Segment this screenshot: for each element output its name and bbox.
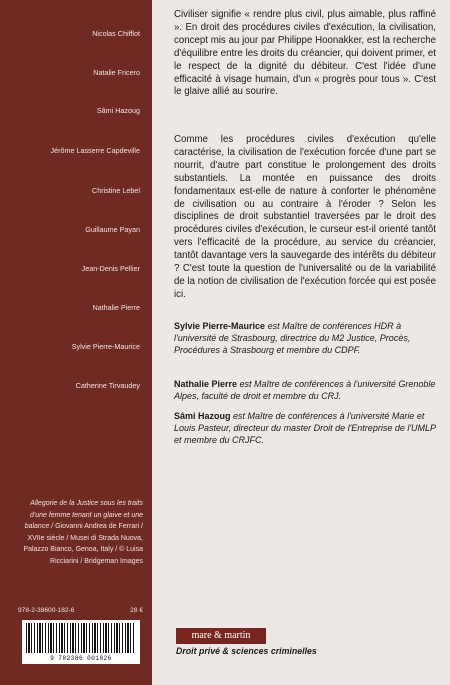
author-name: Catherine Tirvaudey bbox=[75, 381, 140, 390]
bio-entry bbox=[174, 320, 436, 357]
barcode bbox=[22, 620, 140, 664]
summary-paragraph-1: Civiliser signifie « rendre plus civil, plus aimable, plus raffiné ». En droit des procédures civiles d'exécution, la civilisation, concept mis au jour par Philippe Hoonakker, est la recherche d'équilibre entre les droits du créancier, qui doivent primer, et le respect de la dignité du débiteur. C'est l'idée d'une efficacité à visage humain, d'un « progrès pour tous ». C'est le glaive allié au sourire. bbox=[174, 9, 436, 98]
bio-name: Sâmi Hazoug bbox=[174, 411, 231, 421]
price: 28 € bbox=[130, 607, 143, 614]
bio-description: Maître de conférences HDR à l'université de Strasbourg, directrice du M2 Justice, Procès, Procédures à Strasbourg et membre du CDPF. bbox=[174, 321, 411, 356]
bio-verb: est bbox=[265, 321, 283, 331]
barcode-bars bbox=[26, 623, 136, 653]
publisher-logo: mare & martin bbox=[176, 628, 266, 644]
isbn-price-row bbox=[18, 607, 143, 614]
back-cover-text bbox=[152, 0, 450, 685]
bio-description: Maître de conférences à l'université Marie et Louis Pasteur, directeur du master Droit de l'Entreprise de l'UMLP et membre du CRJFC. bbox=[174, 411, 436, 446]
author-name: Jean-Denis Pellier bbox=[81, 264, 140, 273]
caption-credit: Giovanni Andrea de Ferrari / XVIIe siècle / Musei di Strada Nuova, Palazzo Bianco, Genoa, Italy / © Luisa Ricciarini / Bridgeman Images bbox=[23, 523, 143, 565]
bio-verb: est bbox=[237, 379, 255, 389]
author-name: Guillaume Payan bbox=[85, 225, 140, 234]
isbn: 978-2-38600-182-6 bbox=[18, 607, 75, 614]
author-name: Natalie Fricero bbox=[93, 68, 140, 77]
author-name: Christine Lebel bbox=[92, 186, 140, 195]
author-name: Sylvie Pierre-Maurice bbox=[71, 342, 140, 351]
bio-entry bbox=[174, 378, 436, 402]
sidebar-panel bbox=[0, 0, 152, 685]
bio-name: Nathalie Pierre bbox=[174, 379, 238, 389]
caption-artwork-title: Allegorie de la Justice sous les traits d'une femme tenant un glaive et une balance / bbox=[24, 500, 143, 531]
author-name: Nathalie Pierre bbox=[92, 303, 140, 312]
author-name: Sâmi Hazoug bbox=[96, 106, 140, 115]
cover-image-caption bbox=[18, 498, 143, 568]
author-name: Nicolas Chifflot bbox=[92, 29, 140, 38]
bio-description: Maître de conférences à l'université Grenoble Alpes, faculté de droit et membre du CRJ. bbox=[174, 379, 436, 402]
summary-paragraph-2: Comme les procédures civiles d'exécution qu'elle caractérise, la civilisation de l'exécution forcée d'une part se nourrit, d'autre part constitue le prolongement des droits substantiels. La montée en puissance des droits fondamentaux est-elle de nature à conforter le phénomène de civilisation ou au contraire à l'éroder ? Selon les disciplines de droit substantiel traversées par le droit des procédures civiles d'exécution, le curseur est-il orienté tantôt vers l'efficacité de la procédure, au service du créancier, tantôt davantage vers la sauvegarde des intérêts du débiteur ? C'est toute la question de l'universalité ou de la variabilité de la notion de civilisation de l'exécution forcée qui est posée ici. bbox=[174, 134, 436, 300]
author-name: Jérôme Lasserre Capdeville bbox=[50, 146, 140, 155]
bio-name: Sylvie Pierre-Maurice bbox=[174, 321, 266, 331]
bio-entry bbox=[174, 410, 436, 447]
barcode-number: 9 782386 001826 bbox=[50, 655, 112, 662]
bio-verb: est bbox=[230, 411, 248, 421]
series-title: Droit privé & sciences criminelles bbox=[176, 646, 317, 656]
